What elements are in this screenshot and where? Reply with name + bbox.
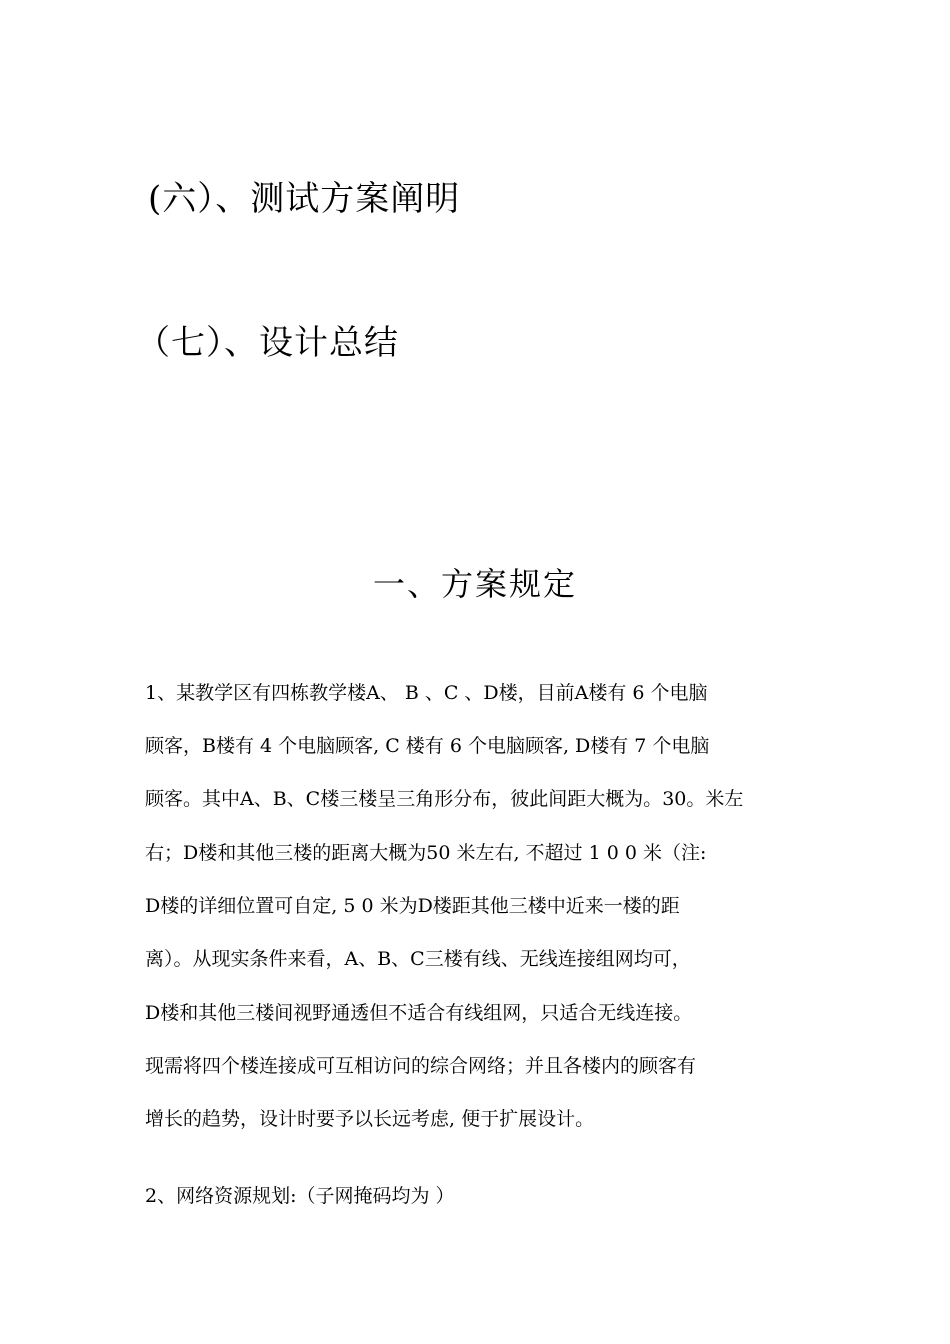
paragraph-1-line: 右；D楼和其他三楼的距离大概为50 米左右, 不超过 1 0 0 米（注: (145, 842, 707, 864)
paragraph-1-line: 增长的趋势，设计时要予以长远考虑, 便于扩展设计。 (145, 1108, 595, 1130)
paragraph-1-line: D楼的详细位置可自定, 5 0 米为D楼距其他三楼中近来一楼的距 (145, 895, 680, 917)
paragraph-1-line: 现需将四个楼连接成可互相访问的综合网络；并且各楼内的顾客有 (145, 1055, 697, 1077)
paragraph-1-line: 顾客，B楼有 4 个电脑顾客, C 楼有 6 个电脑顾客, D楼有 7 个电脑 (145, 735, 710, 757)
paragraph-1-line: 顾客。其中A、B、C楼三楼呈三角形分布，彼此间距大概为。30。米左 (145, 788, 744, 810)
paragraph-1-line: 1、某教学区有四栋教学楼A、 B 、C 、D楼，目前A楼有 6 个电脑 (145, 682, 708, 704)
paragraph-1-line: 离）。从现实条件来看，A、B、C三楼有线、无线连接组网均可， (145, 948, 691, 970)
section-heading-7: （七）、设计总结 (136, 323, 399, 363)
chapter-title: 一、方案规定 (372, 565, 577, 603)
section-heading-6: (六）、测试方案阐明 (148, 179, 461, 219)
paragraph-2: 2、网络资源规划:（子网掩码均为 ） (145, 1185, 455, 1207)
paragraph-1-line: D楼和其他三楼间视野通透但不适合有线组网，只适合无线连接。 (145, 1002, 693, 1024)
